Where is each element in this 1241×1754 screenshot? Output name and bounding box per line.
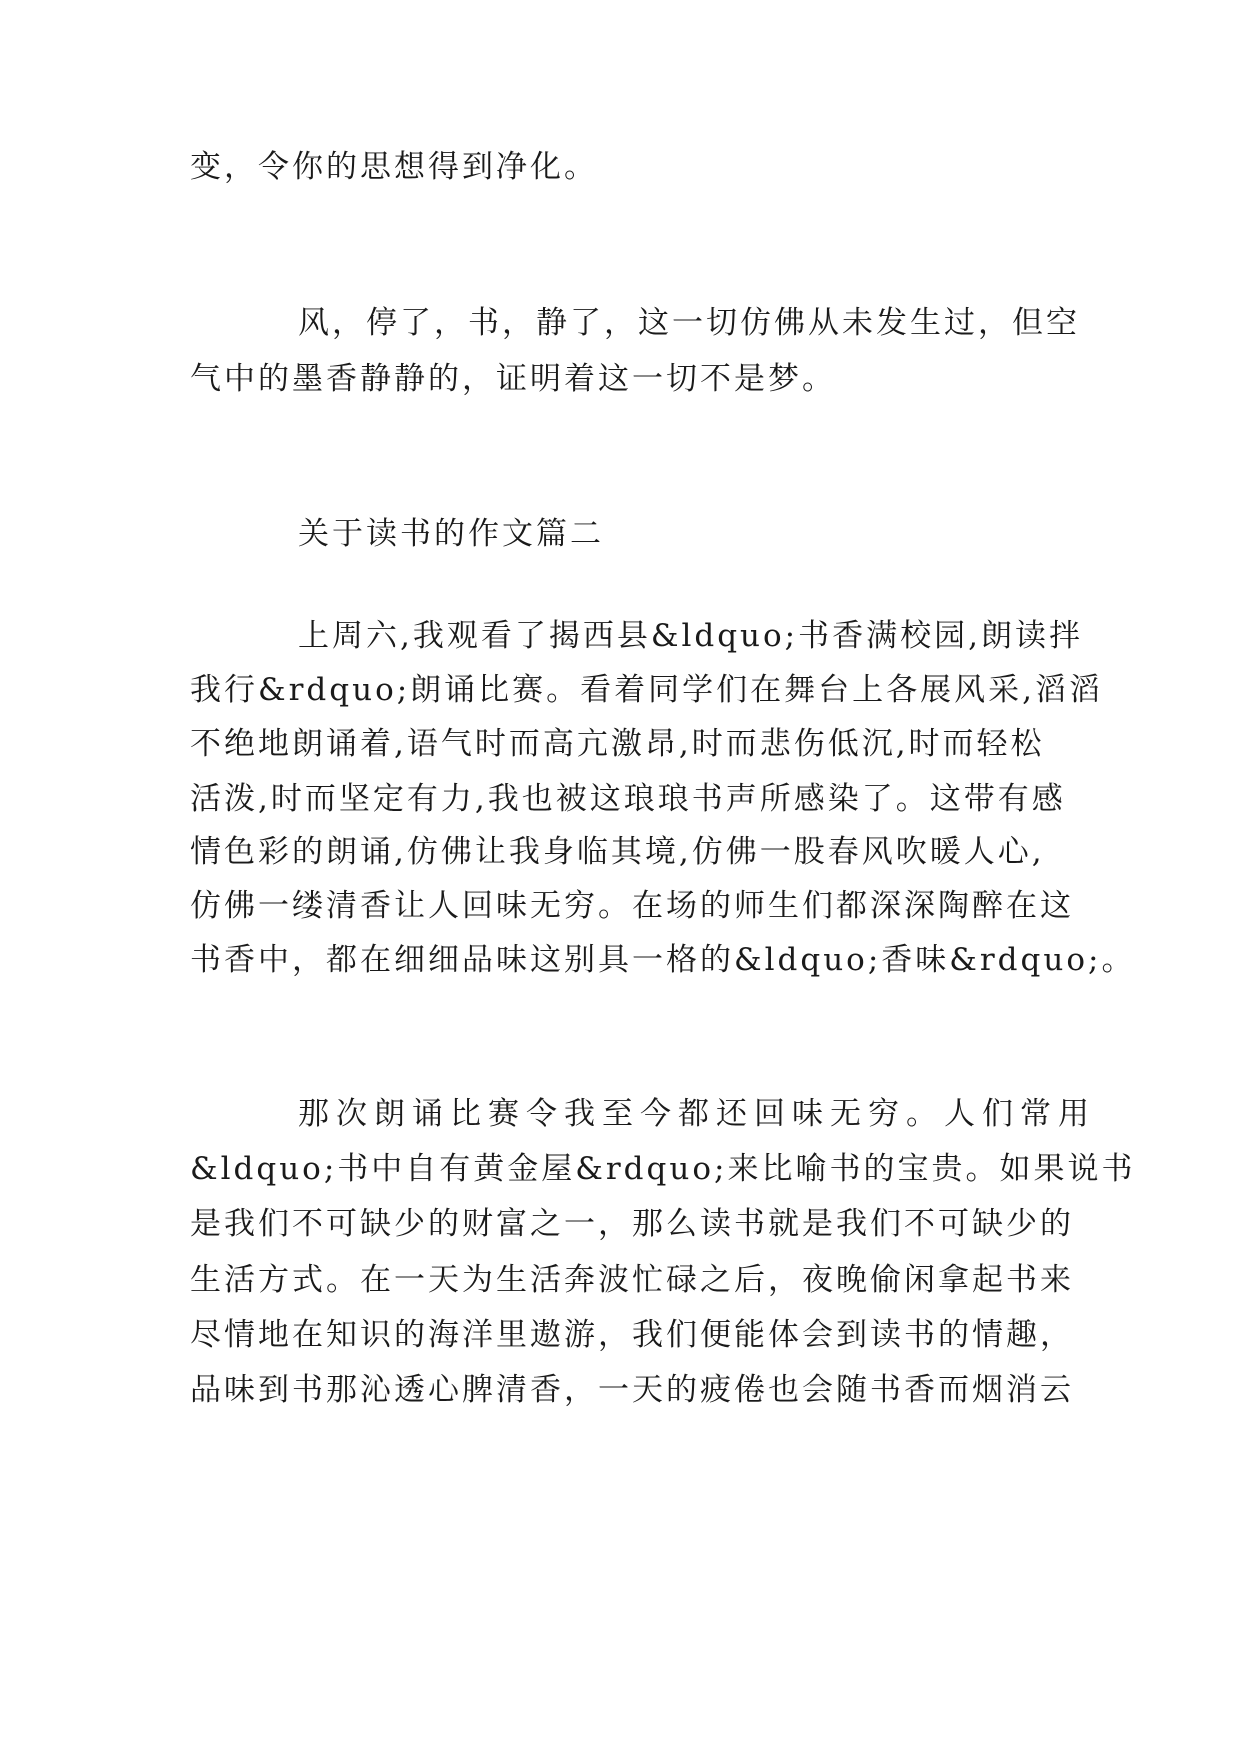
paragraph-line: 仿佛一缕清香让人回味无穷。在场的师生们都深深陶醉在这 <box>190 888 1074 924</box>
paragraph-line: 变，令你的思想得到净化。 <box>190 149 598 185</box>
paragraph-line: 风，停了，书，静了，这一切仿佛从未发生过，但空 <box>298 305 1080 341</box>
section-heading: 关于读书的作文篇二 <box>298 516 604 552</box>
paragraph-line: &ldquo;书中自有黄金屋&rdquo;来比喻书的宝贵。如果说书 <box>190 1151 1136 1187</box>
paragraph-line: 上周六,我观看了揭西县&ldquo;书香满校园,朗读拌 <box>298 618 1083 654</box>
paragraph-line: 生活方式。在一天为生活奔波忙碌之后，夜晚偷闲拿起书来 <box>190 1262 1074 1298</box>
paragraph-line: 品味到书那沁透心脾清香，一天的疲倦也会随书香而烟消云 <box>190 1372 1074 1408</box>
paragraph-line: 我行&rdquo;朗诵比赛。看着同学们在舞台上各展风采,滔滔 <box>190 672 1104 708</box>
paragraph-line: 活泼,时而坚定有力,我也被这琅琅书声所感染了。这带有感 <box>190 781 1066 817</box>
paragraph-line: 不绝地朗诵着,语气时而高亢激昂,时而悲伤低沉,时而轻松 <box>190 726 1045 762</box>
paragraph-line: 那次朗诵比赛令我至今都还回味无穷。人们常用 <box>298 1096 1096 1132</box>
paragraph-line: 书香中，都在细细品味这别具一格的&ldquo;香味&rdquo;。 <box>190 942 1136 978</box>
paragraph-line: 尽情地在知识的海洋里遨游，我们便能体会到读书的情趣， <box>190 1317 1074 1353</box>
paragraph-line: 气中的墨香静静的，证明着这一切不是梦。 <box>190 361 836 397</box>
paragraph-line: 情色彩的朗诵,仿佛让我身临其境,仿佛一股春风吹暖人心, <box>190 834 1045 870</box>
paragraph-line: 是我们不可缺少的财富之一，那么读书就是我们不可缺少的 <box>190 1206 1074 1242</box>
